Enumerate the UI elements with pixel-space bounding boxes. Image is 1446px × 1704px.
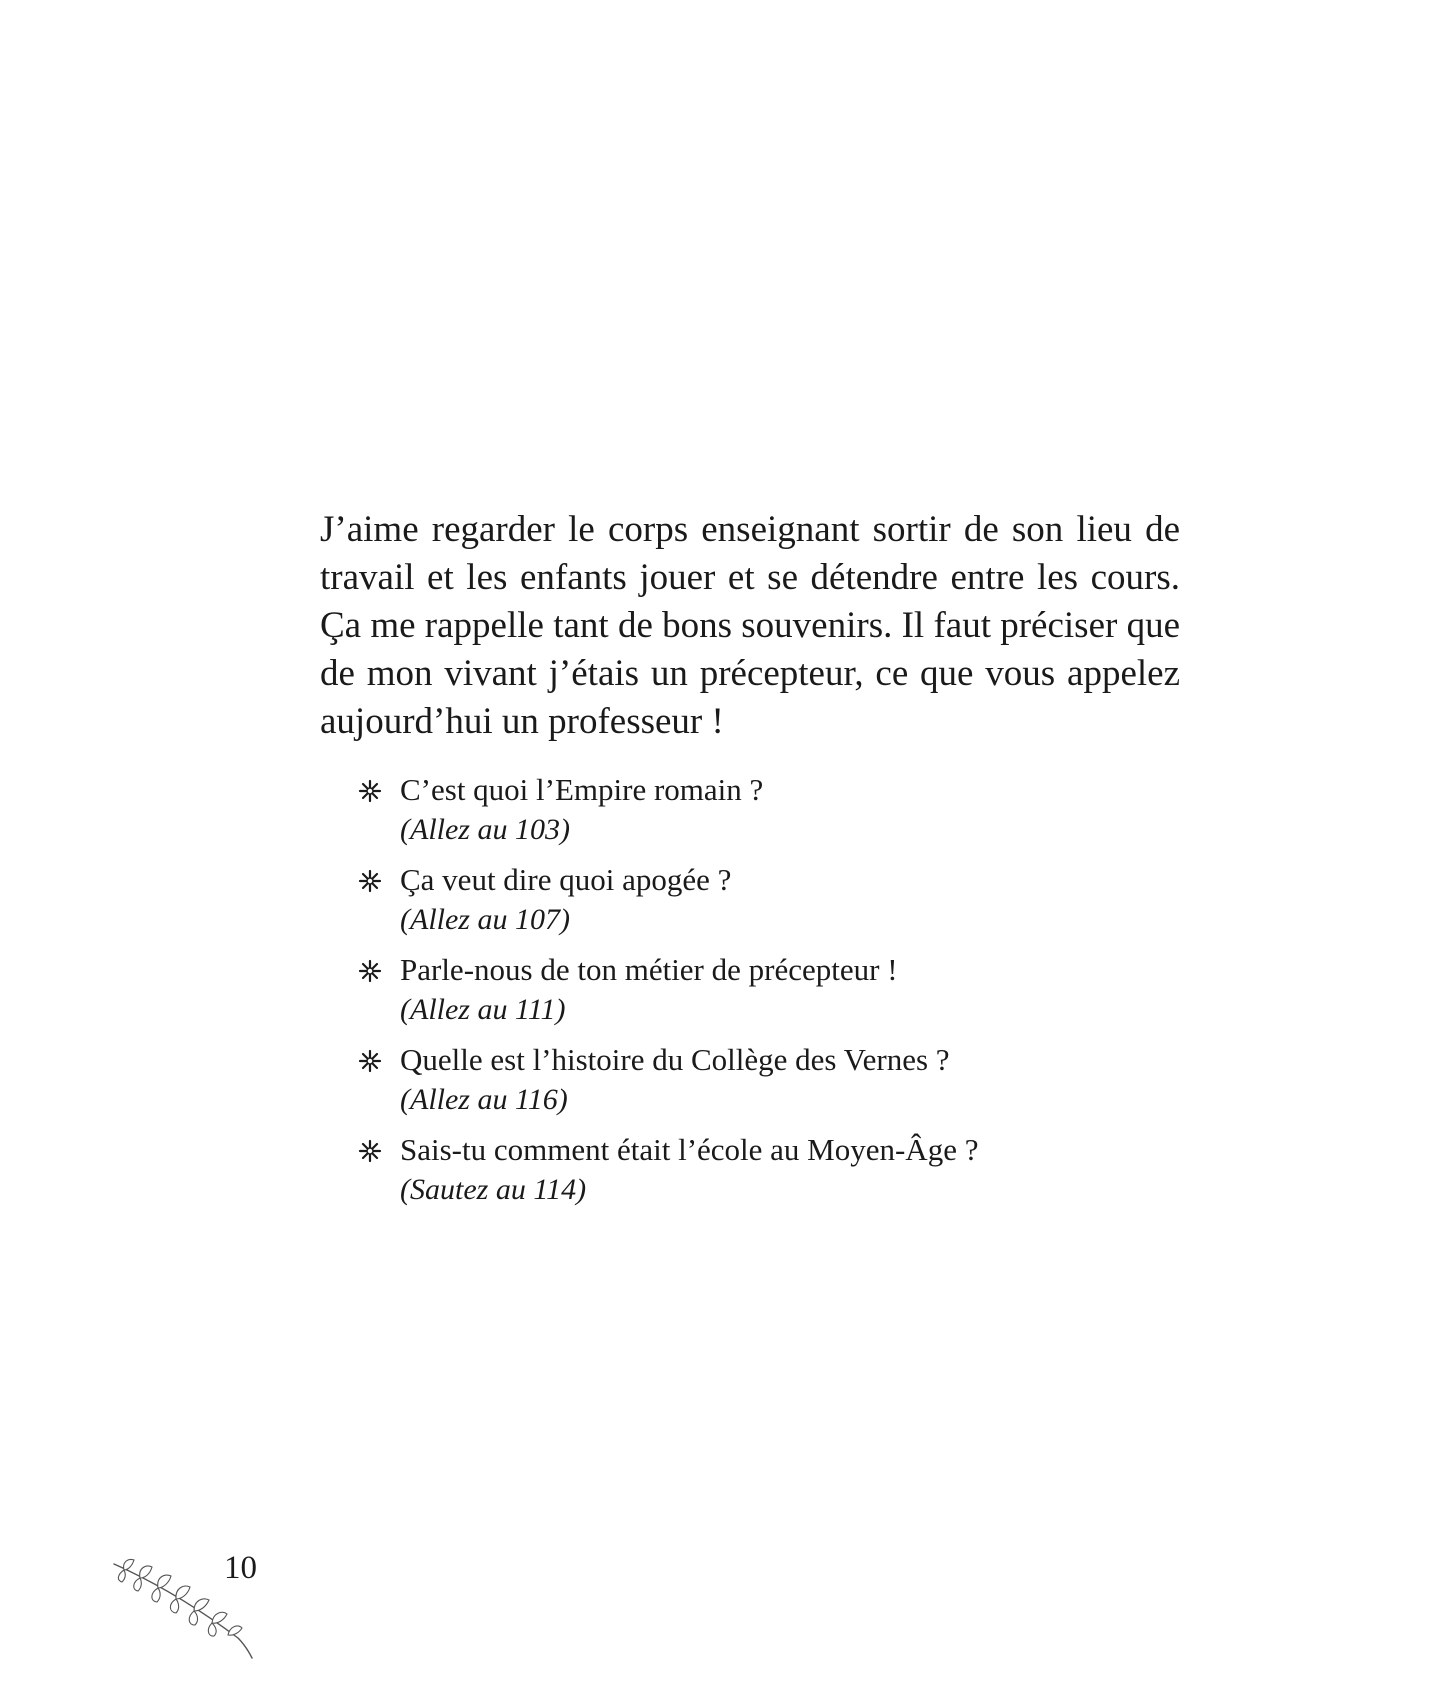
intro-paragraph: J’aime regarder le corps enseignant sortir de son lieu de travail et les enfants jouer et se détendre entre les cours. Ça me rappelle tant de bons souvenirs. Il faut préciser que de mon vivant j’étais un précepteur, ce que vous appelez aujourd’hui un professeur ! [320, 509, 1180, 742]
choice-item[interactable] [358, 950, 1158, 1030]
choice-goto: (Allez au 111) [400, 993, 566, 1026]
page-number: 10 [224, 1550, 257, 1586]
choice-goto: (Sautez au 114) [400, 1173, 587, 1206]
choice-item[interactable] [358, 860, 1158, 940]
choice-goto: (Allez au 116) [400, 1083, 568, 1116]
page-footer [110, 1550, 270, 1660]
choice-question: Sais-tu comment était l’école au Moyen-Âge ? [400, 1132, 979, 1167]
asterisk-bullet-icon [358, 869, 382, 893]
asterisk-bullet-icon [358, 1139, 382, 1163]
choice-item[interactable] [358, 1130, 1158, 1210]
choice-item[interactable] [358, 1040, 1158, 1120]
choice-question: Parle-nous de ton métier de précepteur ! [400, 952, 898, 987]
choice-goto: (Allez au 107) [400, 903, 570, 936]
asterisk-bullet-icon [358, 779, 382, 803]
choice-item[interactable] [358, 770, 1158, 850]
choice-question: C’est quoi l’Empire romain ? [400, 772, 764, 807]
asterisk-bullet-icon [358, 1049, 382, 1073]
choice-list [358, 770, 1158, 1220]
choice-goto: (Allez au 103) [400, 813, 570, 846]
asterisk-bullet-icon [358, 959, 382, 983]
choice-question: Quelle est l’histoire du Collège des Vernes ? [400, 1042, 950, 1077]
choice-question: Ça veut dire quoi apogée ? [400, 862, 732, 897]
